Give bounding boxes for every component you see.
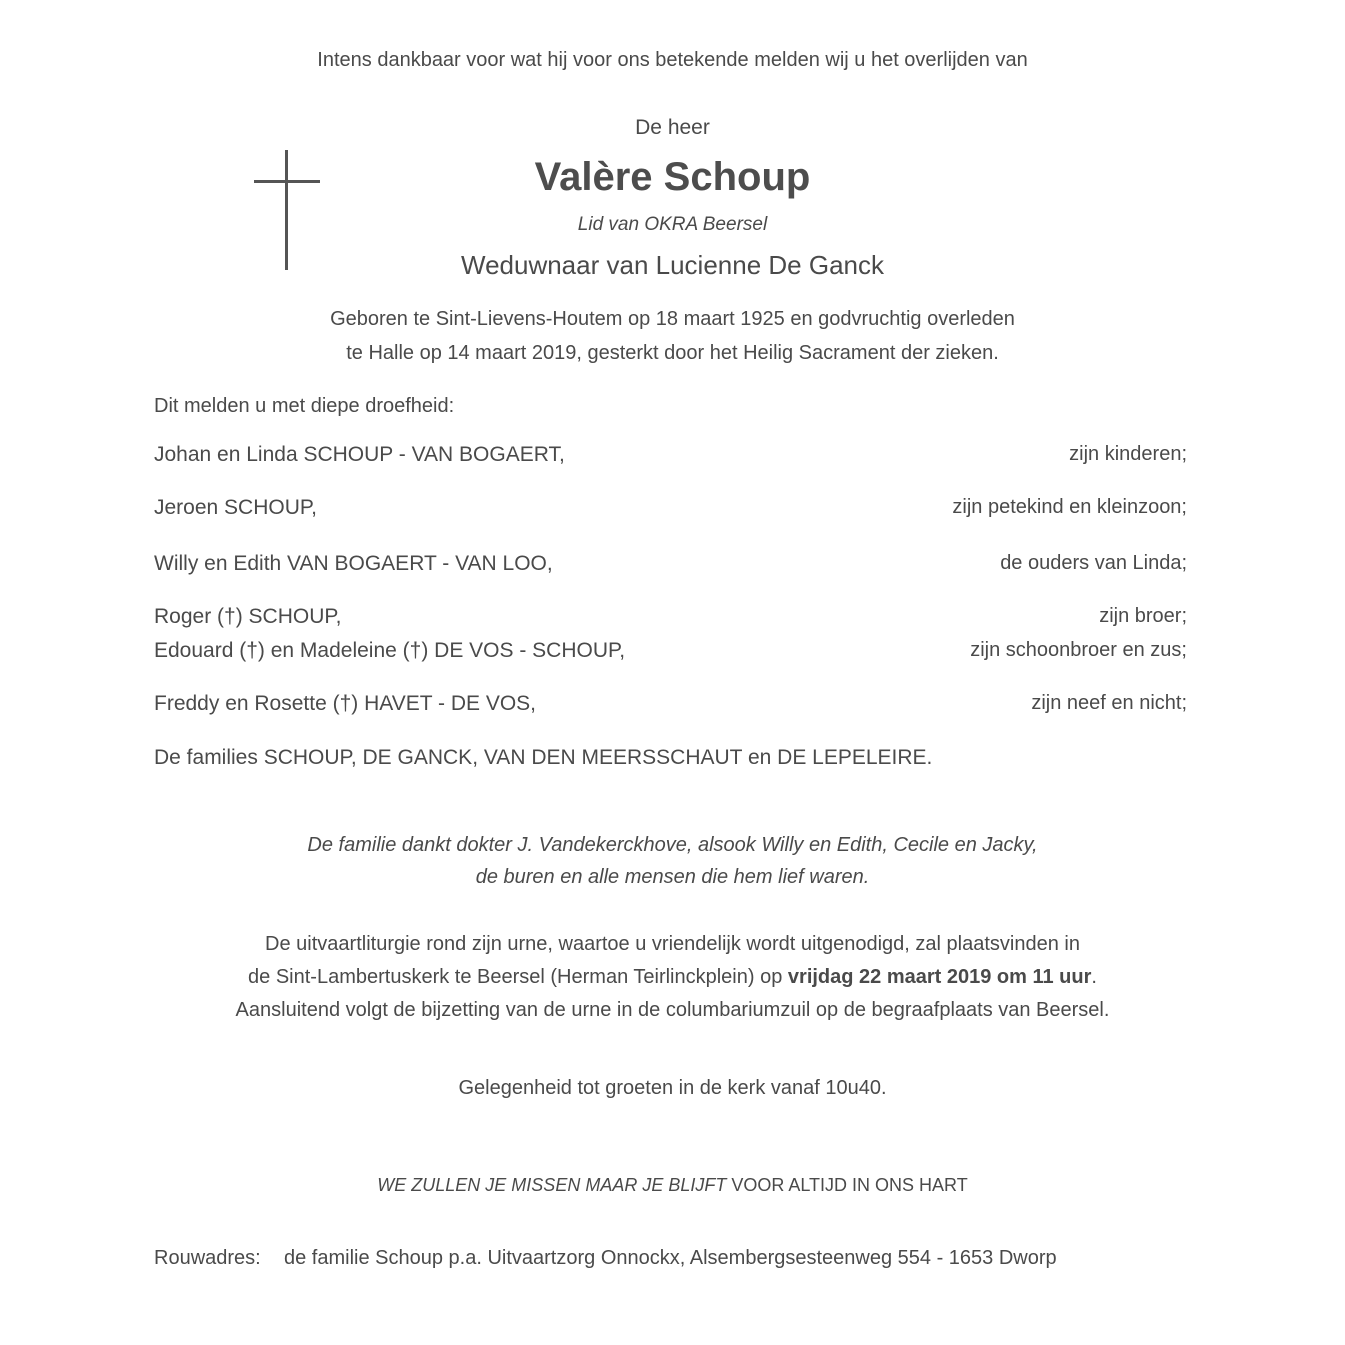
families-line: De families SCHOUP, DE GANCK, VAN DEN MEERSSCHAUT en DE LEPELEIRE. <box>154 746 933 769</box>
relative-relation: zijn schoonbroer en zus; <box>970 639 1187 661</box>
ceremony-line-2-end: . <box>1091 966 1097 988</box>
relative-relation: zijn kinderen; <box>1069 443 1187 465</box>
deceased-name: Valère Schoup <box>534 155 811 199</box>
thanks-line-1: De familie dankt dokter J. Vandekerckhove, alsook Willy en Edith, Cecile en Jacky, <box>307 834 1038 856</box>
greeting-text: Gelegenheid tot groeten in de kerk vanaf 10u40. <box>458 1077 887 1099</box>
relative-name: Freddy en Rosette (†) HAVET - DE VOS, <box>154 692 537 715</box>
relative-name: Johan en Linda SCHOUP - VAN BOGAERT, <box>154 443 565 466</box>
born-line-1: Geboren te Sint-Lievens-Houtem op 18 maart 1925 en godvruchtig overleden <box>330 308 1015 330</box>
relative-row <box>154 692 1187 716</box>
ceremony-line-2-start: de Sint-Lambertuskerk te Beersel (Herman Teirlinckplein) op <box>248 966 788 988</box>
ceremony-date: vrijdag 22 maart 2019 om 11 uur <box>787 966 1092 988</box>
address-value: de familie Schoup p.a. Uitvaartzorg Onnockx, Alsembergsesteenweg 554 - 1653 Dworp <box>284 1247 1057 1269</box>
relative-relation: zijn broer; <box>1099 605 1187 627</box>
relative-name: Edouard (†) en Madeleine (†) DE VOS - SCHOUP, <box>154 639 626 662</box>
relative-row <box>154 552 1187 576</box>
relative-relation: de ouders van Linda; <box>1000 552 1187 574</box>
relative-name: Jeroen SCHOUP, <box>154 496 318 519</box>
ceremony-line-1: De uitvaartliturgie rond zijn urne, waartoe u vriendelijk wordt uitgenodigd, zal plaatsvinden in <box>265 933 1080 955</box>
motto-italic: WE ZULLEN JE MISSEN MAAR JE BLIJFT <box>377 1175 727 1195</box>
motto <box>0 1175 1345 1196</box>
motto-rest: VOOR ALTIJD IN ONS HART <box>726 1175 968 1195</box>
relative-relation: zijn neef en nicht; <box>1031 692 1187 714</box>
address-label: Rouwadres: <box>154 1247 261 1269</box>
membership: Lid van OKRA Beersel <box>577 214 768 235</box>
relative-row <box>154 605 1187 629</box>
relative-row <box>154 496 1187 520</box>
relative-row <box>154 639 1187 663</box>
relative-name: Roger (†) SCHOUP, <box>154 605 342 628</box>
thanks-line-2: de buren en alle mensen die hem lief waren. <box>475 866 870 888</box>
ceremony-line-2 <box>0 961 1345 994</box>
thanks-text <box>0 829 1345 893</box>
ceremony-line-3: Aansluitend volgt de bijzetting van de urne in de columbariumzuil op de begraafplaats van Beersel. <box>235 999 1110 1021</box>
birth-death-details <box>0 302 1345 370</box>
salutation: De heer <box>635 116 710 139</box>
born-line-2: te Halle op 14 maart 2019, gesterkt door het Heilig Sacrament der zieken. <box>346 342 999 364</box>
relative-relation: zijn petekind en kleinzoon; <box>952 496 1187 518</box>
widower-line: Weduwnaar van Lucienne De Ganck <box>461 250 884 280</box>
mourning-address <box>154 1247 1057 1270</box>
announcement: Dit melden u met diepe droefheid: <box>154 395 455 417</box>
relative-row <box>154 443 1187 467</box>
intro-text: Intens dankbaar voor wat hij voor ons betekende melden wij u het overlijden van <box>317 49 1028 71</box>
relative-name: Willy en Edith VAN BOGAERT - VAN LOO, <box>154 552 553 575</box>
ceremony-text <box>0 928 1345 1027</box>
